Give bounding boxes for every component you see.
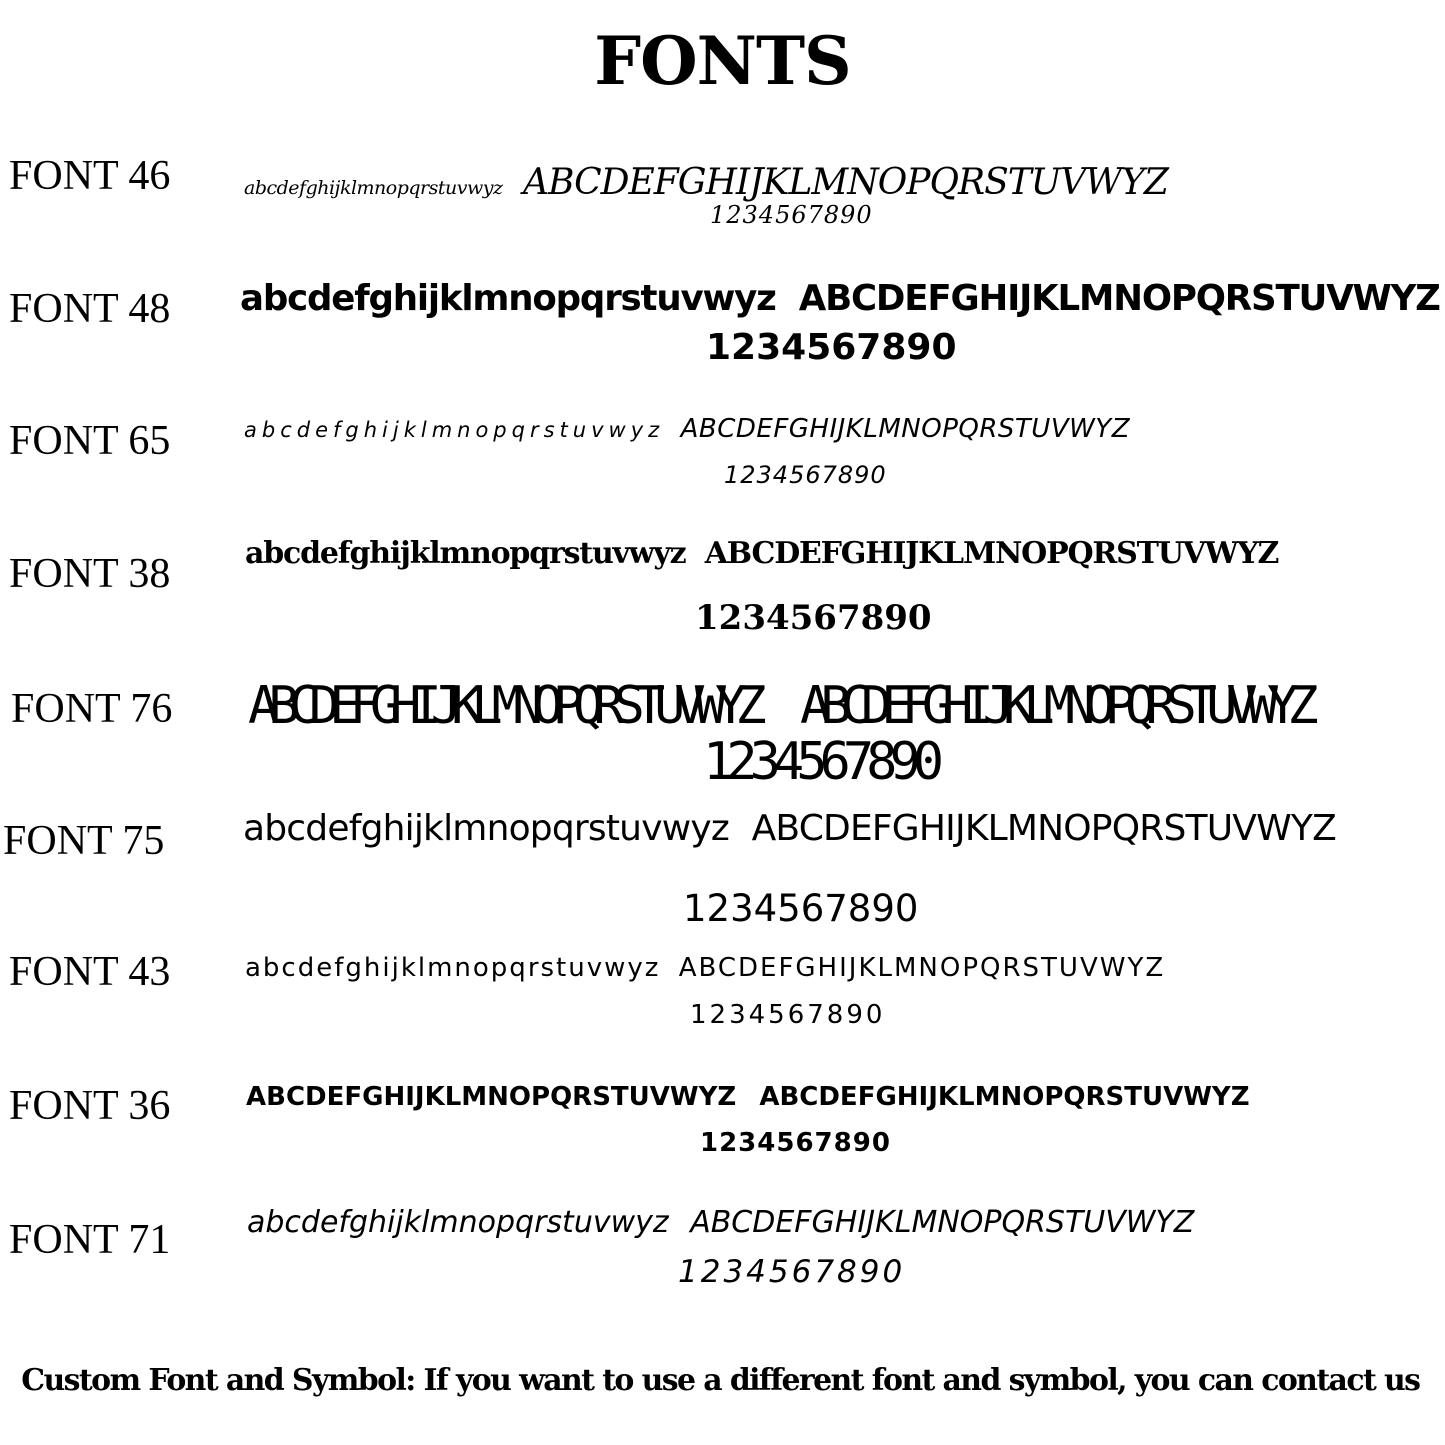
font-48-label: FONT 48	[9, 286, 171, 332]
font-46-label: FONT 46	[9, 153, 171, 199]
font-71-alphabet-row	[247, 1205, 1194, 1240]
font-43-numbers: 1234567890	[690, 1000, 886, 1030]
font-46-alphabet-row	[244, 162, 1168, 203]
font-38-alphabet-row	[245, 536, 1278, 571]
font-43-alphabet-row	[245, 953, 1165, 983]
font-71-lowercase: abcdefghijklmnopqrstuvwyz	[247, 1205, 669, 1240]
font-43-uppercase: ABCDEFGHIJKLMNOPQRSTUVWYZ	[678, 953, 1166, 983]
font-75-label: FONT 75	[3, 818, 165, 864]
font-71-numbers: 1234567890	[678, 1254, 906, 1290]
font-46-lowercase: abcdefghijklmnopqrstuvwyz	[244, 177, 503, 199]
font-71-uppercase: ABCDEFGHIJKLMNOPQRSTUVWYZ	[690, 1205, 1195, 1240]
font-76-uppercase-2: ABCDEFGHIJKLMNOPQRSTUVWYZ	[799, 676, 1308, 736]
font-71-label: FONT 71	[9, 1217, 171, 1263]
font-75-alphabet-row	[243, 808, 1336, 849]
font-38-label: FONT 38	[9, 551, 171, 597]
font-36-uppercase-1: ABCDEFGHIJKLMNOPQRSTUVWYZ	[246, 1082, 737, 1112]
font-46-numbers: 1234567890	[710, 201, 873, 229]
font-65-label: FONT 65	[9, 418, 171, 464]
font-76-alphabet-row	[248, 676, 1308, 736]
page-title: FONTS	[594, 22, 851, 100]
font-75-uppercase: ABCDEFGHIJKLMNOPQRSTUVWYZ	[751, 808, 1336, 849]
font-43-label: FONT 43	[9, 949, 171, 995]
font-48-lowercase: abcdefghijklmnopqrstuvwyz	[240, 278, 776, 319]
font-36-alphabet-row	[246, 1082, 1250, 1112]
font-65-uppercase: ABCDEFGHIJKLMNOPQRSTUVWYZ	[680, 414, 1131, 444]
footer-note: Custom Font and Symbol: If you want to use a different font and symbol, you can contact us	[21, 1363, 1420, 1398]
font-48-uppercase: ABCDEFGHIJKLMNOPQRSTUVWYZ	[798, 278, 1440, 319]
font-75-lowercase: abcdefghijklmnopqrstuvwyz	[243, 808, 729, 849]
font-38-numbers: 1234567890	[695, 598, 932, 638]
font-65-numbers: 1234567890	[724, 461, 887, 489]
font-75-numbers: 1234567890	[683, 887, 919, 930]
font-36-uppercase-2: ABCDEFGHIJKLMNOPQRSTUVWYZ	[759, 1082, 1250, 1112]
font-36-numbers: 1234567890	[700, 1128, 891, 1158]
font-36-label: FONT 36	[9, 1083, 171, 1129]
font-65-lowercase: abcdefghijklmnopqrstuvwyz	[244, 418, 665, 442]
font-76-uppercase-1: ABCDEFGHIJKLMNOPQRSTUVWYZ	[248, 676, 756, 736]
font-46-uppercase: ABCDEFGHIJKLMNOPQRSTUVWYZ	[522, 162, 1168, 203]
font-76-label: FONT 76	[11, 686, 173, 732]
font-38-lowercase: abcdefghijklmnopqrstuvwyz	[245, 536, 686, 571]
font-38-uppercase: ABCDEFGHIJKLMNOPQRSTUVWYZ	[704, 536, 1279, 571]
font-48-alphabet-row	[240, 278, 1440, 319]
font-43-lowercase: abcdefghijklmnopqrstuvwyz	[245, 953, 661, 983]
font-48-numbers: 1234567890	[706, 327, 957, 368]
font-76-numbers: 1234567890	[703, 732, 937, 792]
font-65-alphabet-row	[244, 414, 1130, 444]
